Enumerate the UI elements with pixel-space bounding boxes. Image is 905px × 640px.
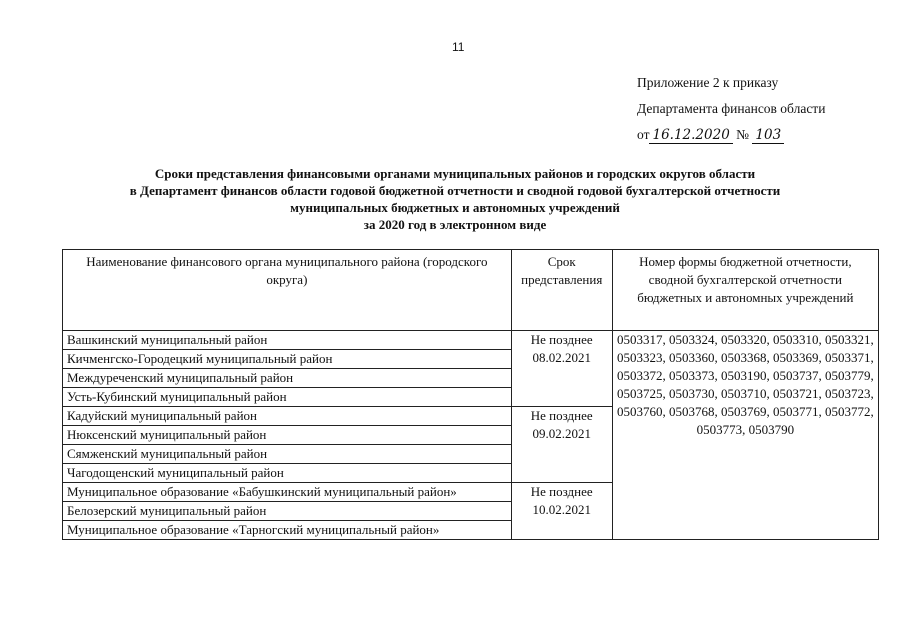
region-cell: Вашкинский муниципальный район — [63, 331, 512, 350]
appendix-date-line — [637, 122, 825, 148]
deadline-cell: Не позднее 10.02.2021 — [511, 483, 612, 540]
appendix-line-2: Департамента финансов области — [637, 101, 826, 116]
appendix-line-1: Приложение 2 к приказу — [637, 75, 779, 90]
appendix-block — [637, 70, 825, 148]
table-header-row — [63, 250, 879, 331]
region-cell: Белозерский муниципальный район — [63, 502, 512, 521]
region-cell: Муниципальное образование «Бабушкинский муниципальный район» — [63, 483, 512, 502]
region-cell: Нюксенский муниципальный район — [63, 426, 512, 445]
title-line-1: Сроки представления финансовыми органами муниципальных районов и городских округов области — [154, 166, 756, 181]
header-forms: Номер формы бюджетной отчетности, сводной бухгалтерской отчетности бюджетных и автономных учреждений — [612, 250, 878, 331]
order-number: 103 — [752, 127, 784, 144]
region-cell: Сямженский муниципальный район — [63, 445, 512, 464]
deadline-cell: Не позднее 09.02.2021 — [511, 407, 612, 483]
order-date: 16.12.2020 — [649, 127, 732, 144]
forms-cell: 0503317, 0503324, 0503320, 0503310, 0503321, 0503323, 0503360, 0503368, 0503369, 0503371, 0503372, 0503373, 0503190, 0503737, 0503779, 0503725, 0503730, 0503710, 0503721, 0503723, 0503760, 0503768, 0503769, 0503771, 0503772, 0503773, 0503790 — [612, 331, 878, 540]
region-cell: Кадуйский муниципальный район — [63, 407, 512, 426]
region-cell: Чагодощенский муниципальный район — [63, 464, 512, 483]
region-cell: Кичменгско-Городецкий муниципальный район — [63, 350, 512, 369]
region-cell: Муниципальное образование «Тарногский муниципальный район» — [63, 521, 512, 540]
title-line-4: за 2020 год в электронном виде — [363, 217, 547, 232]
header-region: Наименование финансового органа муниципального района (городского округа) — [63, 250, 512, 331]
title-line-2: в Департамент финансов области годовой бюджетной отчетности и сводной годовой бухгалтерской отчетности — [129, 183, 781, 198]
title-line-3: муниципальных бюджетных и автономных учреждений — [290, 200, 620, 215]
region-cell: Междуреченский муниципальный район — [63, 369, 512, 388]
document-title — [60, 165, 850, 233]
header-deadline: Срок представления — [511, 250, 612, 331]
region-cell: Усть-Кубинский муниципальный район — [63, 388, 512, 407]
deadlines-table — [62, 249, 879, 540]
deadline-cell: Не позднее 08.02.2021 — [511, 331, 612, 407]
page-number: 11 — [452, 40, 465, 54]
date-prefix: от — [637, 127, 650, 142]
number-prefix: № — [736, 127, 750, 142]
table-row — [63, 331, 879, 350]
